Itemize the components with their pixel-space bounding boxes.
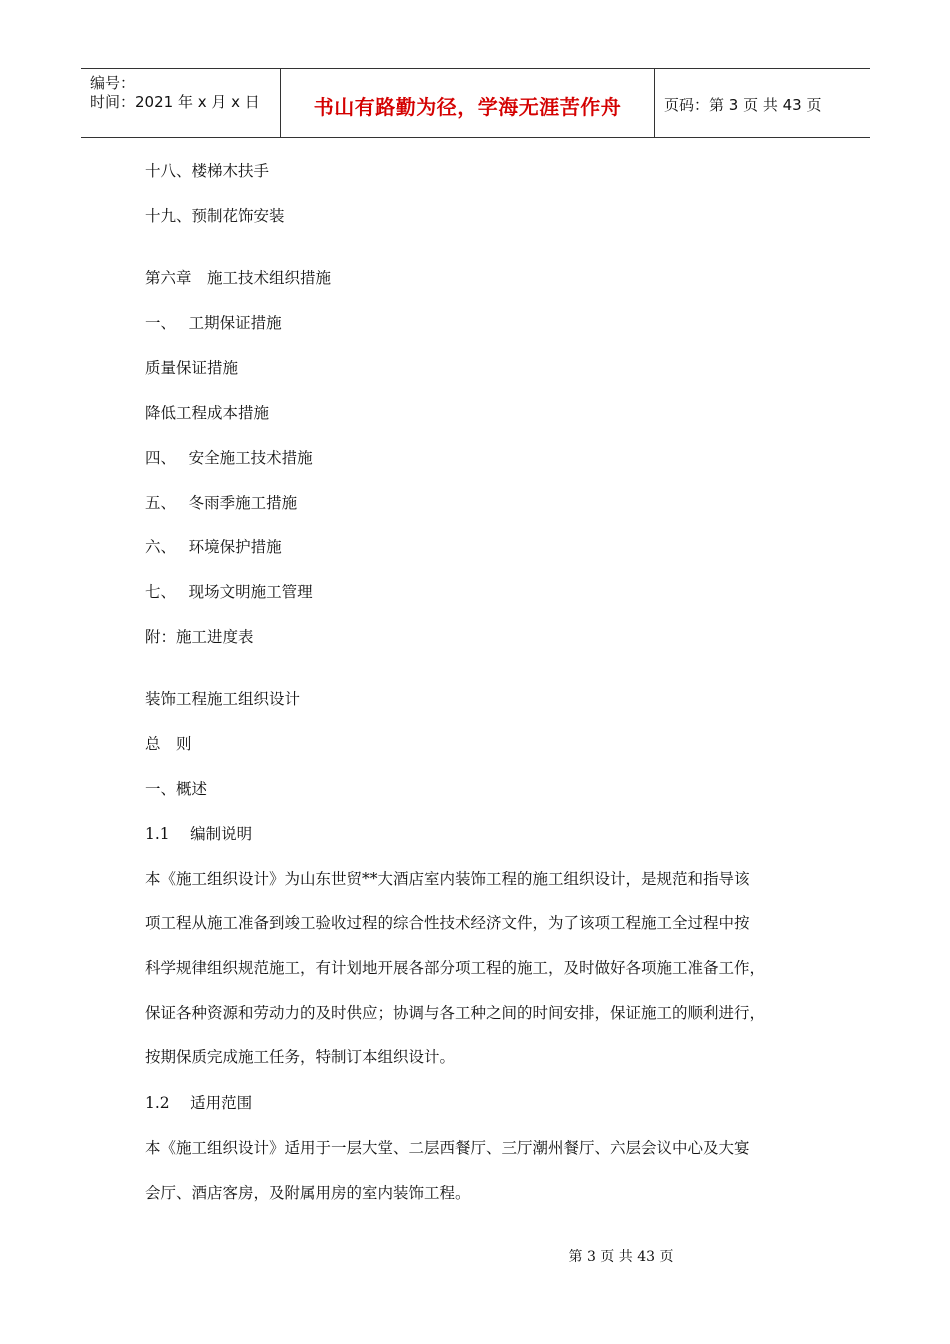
paragraph-line: 保证各种资源和劳动力的及时供应；协调与各工种之间的时间安排，保证施工的顺利进行， bbox=[145, 1004, 766, 1022]
date-text: 时间：2021 年 x 月 x 日 bbox=[90, 93, 260, 111]
page-footer bbox=[0, 1246, 950, 1266]
subsection-heading: 1.2 适用范围 bbox=[145, 1094, 253, 1112]
toc-item: 附：施工进度表 bbox=[145, 628, 254, 646]
toc-item: 质量保证措施 bbox=[145, 359, 239, 377]
paragraph-line: 本《施工组织设计》适用于一层大堂、二层西餐厅、三厅潮州餐厅、六层会议中心及大宴 bbox=[145, 1139, 750, 1157]
toc-item: 一、 工期保证措施 bbox=[145, 314, 282, 332]
paragraph-line: 按期保质完成施工任务，特制订本组织设计。 bbox=[145, 1048, 456, 1066]
chapter-heading: 第六章 施工技术组织措施 bbox=[145, 269, 332, 287]
toc-item: 十八、楼梯木扶手 bbox=[145, 162, 270, 180]
header-meta-cell bbox=[81, 69, 281, 137]
toc-item: 四、 安全施工技术措施 bbox=[145, 449, 313, 467]
document-title: 装饰工程施工组织设计 bbox=[145, 690, 301, 708]
toc-item: 六、 环境保护措施 bbox=[145, 538, 282, 556]
header-page-info: 页码：第 3 页 共 43 页 bbox=[664, 95, 822, 114]
toc-item: 十九、预制花饰安装 bbox=[145, 207, 285, 225]
paragraph-line: 本《施工组织设计》为山东世贸**大酒店室内装饰工程的施工组织设计，是规范和指导该 bbox=[145, 870, 750, 888]
paragraph-line: 项工程从施工准备到竣工验收过程的综合性技术经济文件，为了该项工程施工全过程中按 bbox=[145, 914, 750, 932]
footer-page-number: 第 3 页 共 43 页 bbox=[568, 1249, 674, 1265]
paragraph-line: 科学规律组织规范施工，有计划地开展各部分项工程的施工，及时做好各项施工准备工作， bbox=[145, 959, 766, 977]
section-heading: 总 则 bbox=[145, 735, 192, 753]
header-page-cell bbox=[655, 69, 870, 137]
paragraph-line: 会厅、酒店客房，及附属用房的室内装饰工程。 bbox=[145, 1184, 471, 1202]
subsection-heading: 1.1 编制说明 bbox=[145, 825, 253, 843]
page-header bbox=[81, 68, 870, 138]
toc-item: 降低工程成本措施 bbox=[145, 404, 270, 422]
toc-item: 七、 现场文明施工管理 bbox=[145, 583, 313, 601]
section-heading: 一、概述 bbox=[145, 780, 208, 798]
serial-label: 编号： bbox=[90, 74, 136, 92]
header-motto-cell bbox=[281, 69, 655, 137]
motto-text: 书山有路勤为径，学海无涯苦作舟 bbox=[313, 94, 622, 119]
toc-item: 五、 冬雨季施工措施 bbox=[145, 494, 298, 512]
